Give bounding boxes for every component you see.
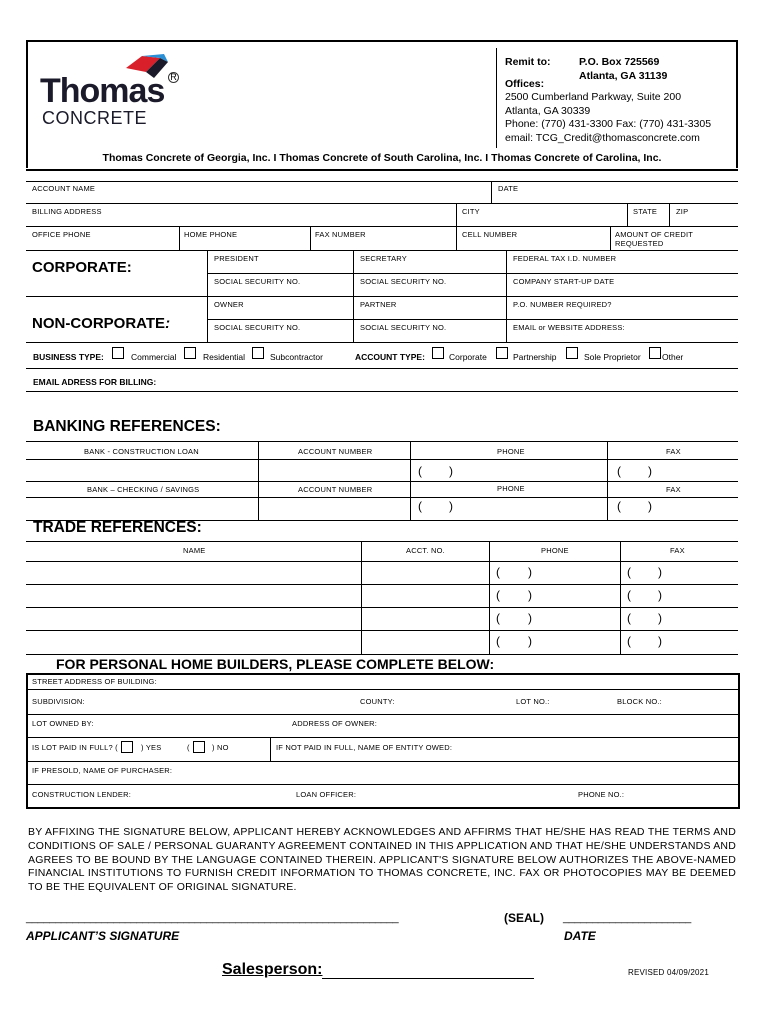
billing-address-field[interactable]: BILLING ADDRESS: [32, 207, 102, 216]
remit-line1: P.O. Box 725569: [579, 56, 660, 68]
divider: [456, 226, 457, 250]
trade1-phone-close[interactable]: ): [528, 565, 532, 579]
po-required-field[interactable]: P.O. NUMBER REQUIRED?: [513, 300, 612, 309]
companies-line: Thomas Concrete of Georgia, Inc. I Thomas Concrete of South Carolina, Inc. I Thomas Concrete of Carolina, Inc.: [102, 152, 662, 164]
trade2-phone-open[interactable]: (: [496, 588, 500, 602]
trade4-fax-open[interactable]: (: [627, 634, 631, 648]
divider: [26, 497, 738, 498]
other-checkbox[interactable]: [649, 347, 661, 359]
lot-no-field[interactable]: LOT NO.:: [516, 697, 550, 706]
bank-phone-label: PHONE: [497, 447, 525, 456]
bank2-account-number-label: ACCOUNT NUMBER: [298, 485, 373, 494]
bank1-fax-close[interactable]: ): [648, 464, 652, 478]
bank2-phone-label: PHONE: [497, 484, 525, 493]
lot-owned-by-field[interactable]: LOT OWNED BY:: [32, 719, 94, 728]
president-field[interactable]: PRESIDENT: [214, 254, 259, 263]
divider: [26, 630, 738, 631]
date-field[interactable]: DATE: [498, 184, 519, 193]
bank2-fax-open[interactable]: (: [617, 499, 621, 513]
trade2-fax-close[interactable]: ): [658, 588, 662, 602]
email-website-field[interactable]: EMAIL or WEBSITE ADDRESS:: [513, 323, 625, 332]
business-type-colon: :: [101, 352, 104, 362]
state-field[interactable]: STATE: [633, 207, 658, 216]
account-type-text: ACCOUNT TYPE: [355, 352, 423, 362]
applicant-signature-label: APPLICANT’S SIGNATURE: [26, 929, 180, 943]
trade1-phone-open[interactable]: (: [496, 565, 500, 579]
banking-title: BANKING REFERENCES:: [33, 418, 221, 435]
divider: [26, 784, 738, 785]
trade-phone-label: PHONE: [541, 546, 569, 555]
amount-credit-field[interactable]: [615, 230, 693, 248]
signature-line[interactable]: ________________________________________________________________: [26, 912, 399, 924]
partnership-checkbox[interactable]: [496, 347, 508, 359]
lot-paid-yes-label: ) YES: [141, 743, 162, 752]
logo-subtitle: CONCRETE: [42, 108, 148, 128]
home-phone-field[interactable]: HOME PHONE: [184, 230, 238, 239]
bank-fax-label: FAX: [666, 447, 681, 456]
noncorporate-title-text: NON-CORPORATE: [32, 315, 166, 332]
divider: [620, 541, 621, 654]
bank2-fax-label: FAX: [666, 485, 681, 494]
divider: [491, 181, 492, 203]
bank2-fax-close[interactable]: ): [648, 499, 652, 513]
divider: [26, 181, 738, 182]
remit-address: [579, 55, 667, 83]
divider: [610, 226, 611, 250]
divider: [26, 541, 738, 542]
corporate-type-label: Corporate: [449, 352, 487, 362]
trade2-phone-close[interactable]: ): [528, 588, 532, 602]
divider: [26, 481, 738, 482]
registered-icon: R: [168, 72, 179, 83]
zip-field[interactable]: ZIP: [676, 207, 689, 216]
amount-credit-label-2: REQUESTED: [615, 239, 664, 248]
subcontractor-checkbox[interactable]: [252, 347, 264, 359]
email-billing-field[interactable]: EMAIL ADRESS FOR BILLING:: [33, 377, 157, 387]
bank1-fax-open[interactable]: (: [617, 464, 621, 478]
trade1-fax-open[interactable]: (: [627, 565, 631, 579]
phone-no-field[interactable]: PHONE NO.:: [578, 790, 625, 799]
owner-field[interactable]: OWNER: [214, 300, 244, 309]
partnership-label: Partnership: [513, 352, 557, 362]
divider: [26, 714, 738, 715]
federal-tax-id-field[interactable]: FEDERAL TAX I.D. NUMBER: [513, 254, 617, 263]
fax-number-field[interactable]: FAX NUMBER: [315, 230, 366, 239]
account-type-colon: :: [422, 352, 425, 362]
divider: [26, 689, 738, 690]
offices-address: [505, 91, 711, 145]
divider: [26, 203, 738, 204]
offices-line3: Phone: (770) 431-3300 Fax: (770) 431-3305: [505, 118, 712, 130]
sole-proprietor-checkbox[interactable]: [566, 347, 578, 359]
divider: [26, 441, 738, 442]
bank2-phone-close[interactable]: ): [449, 499, 453, 513]
trade-acct-label: ACCT. NO.: [406, 546, 445, 555]
bank-account-number-label: ACCOUNT NUMBER: [298, 447, 373, 456]
trade-fax-label: FAX: [670, 546, 685, 555]
bank1-phone-close[interactable]: ): [449, 464, 453, 478]
divider: [26, 296, 738, 297]
divider: [489, 541, 490, 654]
trade1-fax-close[interactable]: ): [658, 565, 662, 579]
address-owner-field[interactable]: ADDRESS OF OWNER:: [292, 719, 378, 728]
subcontractor-label: Subcontractor: [270, 352, 323, 362]
offices-line4: email: TCG_Credit@thomasconcrete.com: [505, 131, 700, 144]
partner-field[interactable]: PARTNER: [360, 300, 397, 309]
divider: [26, 169, 738, 171]
home-builders-box: [26, 673, 740, 809]
presold-field[interactable]: IF PRESOLD, NAME OF PURCHASER:: [32, 766, 173, 775]
noncorporate-ssn-2-field[interactable]: SOCIAL SECURITY NO.: [360, 323, 447, 332]
account-name-field[interactable]: ACCOUNT NAME: [32, 184, 96, 193]
noncorporate-title: [32, 315, 170, 332]
divider: [26, 761, 738, 762]
trade3-fax-open[interactable]: (: [627, 611, 631, 625]
bank-construction-label: BANK - CONSTRUCTION LOAN: [84, 447, 199, 456]
offices-line1: 2500 Cumberland Parkway, Suite 200: [505, 91, 682, 103]
lot-paid-yes-checkbox[interactable]: [121, 741, 133, 753]
lot-paid-no-checkbox[interactable]: [193, 741, 205, 753]
divider: [26, 368, 738, 369]
logo-wordmark: Thomas: [40, 72, 165, 110]
seal-label: (SEAL): [504, 911, 544, 925]
bank-checking-label: BANK – CHECKING / SAVINGS: [87, 485, 200, 494]
commercial-label: Commercial: [131, 352, 177, 362]
divider: [627, 203, 628, 226]
startup-date-field[interactable]: COMPANY START-UP DATE: [513, 277, 615, 286]
divider: [270, 737, 271, 761]
entity-owed-field[interactable]: IF NOT PAID IN FULL, NAME OF ENTITY OWED:: [276, 743, 453, 752]
divider: [207, 273, 738, 274]
divider: [207, 319, 738, 320]
commercial-checkbox[interactable]: [112, 347, 124, 359]
thomas-concrete-logo: [40, 50, 190, 130]
residential-checkbox[interactable]: [184, 347, 196, 359]
noncorporate-ssn-1-field[interactable]: SOCIAL SECURITY NO.: [214, 323, 301, 332]
trade3-fax-close[interactable]: ): [658, 611, 662, 625]
offices-line2: Atlanta, GA 30339: [505, 104, 591, 117]
divider: [26, 226, 738, 227]
office-phone-field[interactable]: OFFICE PHONE: [32, 230, 91, 239]
city-field[interactable]: CITY: [462, 207, 480, 216]
remit-box: [496, 48, 738, 148]
cell-number-field[interactable]: CELL NUMBER: [462, 230, 518, 239]
divider: [26, 250, 738, 251]
corporate-ssn-2-field[interactable]: SOCIAL SECURITY NO.: [360, 277, 447, 286]
trade-title: TRADE REFERENCES:: [33, 519, 202, 536]
trade4-fax-close[interactable]: ): [658, 634, 662, 648]
revised-date: REVISED 04/09/2021: [628, 968, 709, 977]
date-signature-label: DATE: [564, 929, 596, 943]
bank1-phone-open[interactable]: (: [418, 464, 422, 478]
divider: [26, 584, 738, 585]
divider: [26, 607, 738, 608]
lot-paid-label: IS LOT PAID IN FULL? (: [32, 743, 118, 752]
construction-lender-field[interactable]: CONSTRUCTION LENDER:: [32, 790, 132, 799]
divider: [26, 737, 738, 738]
divider: [310, 226, 311, 250]
trade3-phone-open[interactable]: (: [496, 611, 500, 625]
corporate-ssn-1-field[interactable]: SOCIAL SECURITY NO.: [214, 277, 301, 286]
secretary-field[interactable]: SECRETARY: [360, 254, 407, 263]
divider: [179, 226, 180, 250]
remit-label: Remit to:: [505, 56, 551, 68]
corporate-checkbox[interactable]: [432, 347, 444, 359]
agreement-text: BY AFFIXING THE SIGNATURE BELOW, APPLICANT HEREBY ACKNOWLEDGES AND AFFIRMS THAT HE/SHE HAS READ THE TERMS AND CONDITIONS OF SALE / PERSONAL GUARANTY AGREEMENT CONTAINED IN THIS APPLICATION AND THAT HE/SHE UNDERSTANDS AND AGREES TO BE BOUND BY THE LANGUAGE CONTAINED THEREIN. APPLICANT'S SIGNATURE BELOW AUTHORIZES THE ABOVE-NAMED FINANCIAL INSTITUTIONS TO FURNISH CREDIT INFORMATION TO THOMAS CONCRETE, INC. FAX OR PHOTOCOPIES MAY BE DEEMED TO BE THE EQUIVALENT OF ORIGINAL SIGNATURE.: [28, 826, 736, 894]
divider: [26, 342, 738, 343]
trade2-fax-open[interactable]: (: [627, 588, 631, 602]
bank2-phone-open[interactable]: (: [418, 499, 422, 513]
divider: [26, 561, 738, 562]
divider: [26, 391, 738, 392]
loan-officer-field[interactable]: LOAN OFFICER:: [296, 790, 357, 799]
trade4-phone-close[interactable]: ): [528, 634, 532, 648]
trade3-phone-close[interactable]: ): [528, 611, 532, 625]
business-type-label: [33, 352, 104, 362]
offices-label: Offices:: [505, 78, 545, 90]
remit-line2: Atlanta, GA 31139: [579, 70, 668, 82]
divider: [669, 203, 670, 226]
residential-label: Residential: [203, 352, 246, 362]
street-address-field[interactable]: STREET ADDRESS OF BUILDING:: [32, 677, 157, 686]
divider: [26, 459, 738, 460]
home-builders-title: FOR PERSONAL HOME BUILDERS, PLEASE COMPLETE BELOW:: [56, 656, 495, 672]
lot-paid-no-open: (: [187, 743, 190, 752]
amount-credit-label-1: AMOUNT OF CREDIT: [615, 230, 694, 239]
business-type-text: BUSINESS TYPE: [33, 352, 102, 362]
salesperson-label: Salesperson:: [222, 961, 323, 978]
divider: [456, 203, 457, 226]
sole-proprietor-label: Sole Proprietor: [584, 352, 641, 362]
divider: [361, 541, 362, 654]
lot-paid-no-label: ) NO: [212, 743, 229, 752]
salesperson-line[interactable]: [322, 978, 534, 979]
other-label: Other: [662, 352, 684, 362]
noncorporate-colon: :: [165, 315, 171, 332]
trade4-phone-open[interactable]: (: [496, 634, 500, 648]
account-type-label: [355, 352, 425, 362]
trade-name-label: NAME: [183, 546, 206, 555]
date-signature-line[interactable]: ______________________: [563, 912, 691, 924]
divider: [26, 654, 738, 655]
county-field[interactable]: COUNTY:: [360, 697, 395, 706]
block-no-field[interactable]: BLOCK NO.:: [617, 697, 662, 706]
subdivision-field[interactable]: SUBDIVISION:: [32, 697, 85, 706]
corporate-title: CORPORATE:: [32, 259, 132, 276]
